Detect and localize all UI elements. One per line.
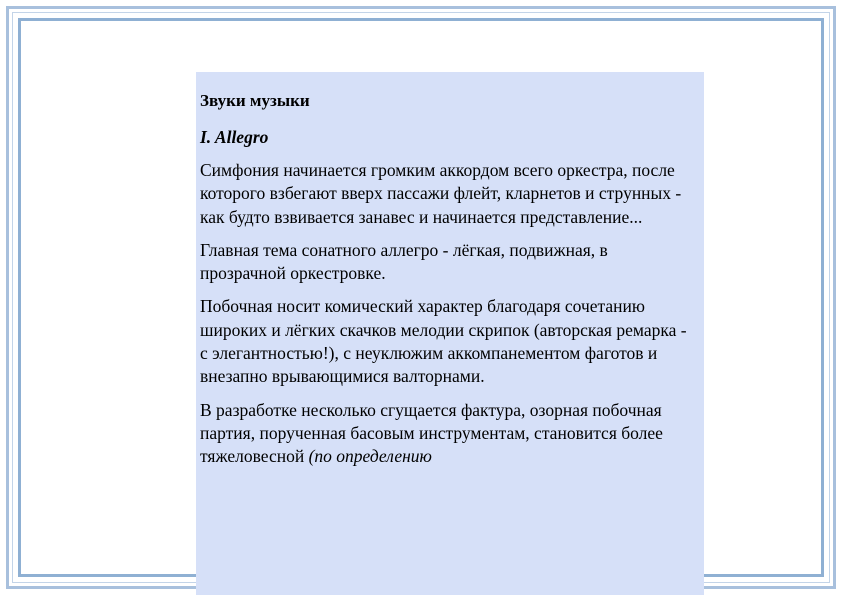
- section-heading: I. Allegro: [200, 127, 269, 148]
- page-title: Звуки музыки: [200, 91, 310, 110]
- paragraph-2: Главная тема сонатного аллегро - лёгкая, подвижная, в прозрачной оркестровке.: [200, 239, 608, 284]
- paragraph-4: [200, 399, 690, 469]
- paragraph-4-italic-tail: (по определению: [308, 446, 432, 467]
- text-content-block: [196, 72, 704, 595]
- paragraph-4-text: В разработке несколько сгущается фактура, озорная побочная партия, порученная басовым инструментам, становится более тяжеловесной: [200, 399, 663, 467]
- paragraph-1: Симфония начинается громким аккордом всего оркестра, после которого взбегают вверх пассажи флейт, кларнетов и струнных - как будто взвивается занавес и начинается представление...: [200, 160, 682, 227]
- paragraph-3: Побочная носит комический характер благодаря сочетанию широких и лёгких скачков мелодии скрипок (авторская ремарка - с элегантностью!), с неуклюжим аккомпанементом фаготов и внезапно врывающимися валторнами.: [200, 296, 687, 387]
